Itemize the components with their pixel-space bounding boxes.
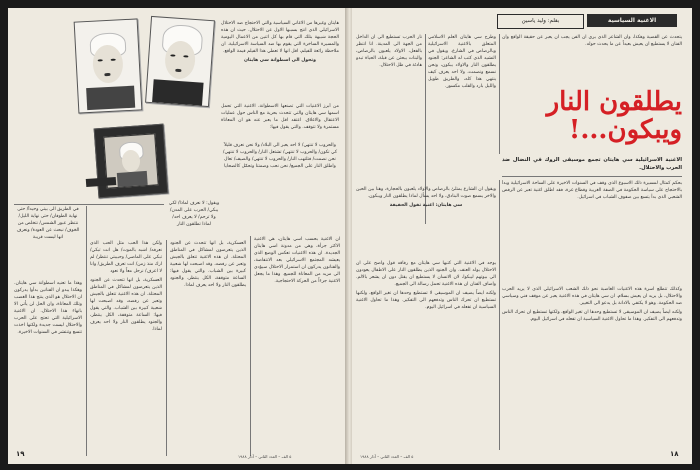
left-folio: ١٩ xyxy=(16,450,25,458)
left-col-top: هايتان وغيرها من الاغاني السياسية والتي الاحتجاج ضد الاحتلال الاسرائيلي الذي انتج بسببها الاول عن الاحتلال. حيث ان هذه الحجة شبيهة بتلك التي قام بها كل اثنين من الاعمال اليومية والمسيرة الساخرة التي يقوم بها ضد السياسة الاسرائيلية. ان ملاحظة رائعة للفيلم، اقل انها لا تعطي هذا الفيلم قيمة الواقع. وتحول الى اسطوانة سي هايتان xyxy=(221,21,339,63)
right-page xyxy=(352,8,692,464)
left-col-bottom-c: ان الاغنية بحسب اسي هايتان، هي الاغنية الاكثر جرأة، وهي من مدونة اسي هايتان الجديدة. ان هذه الاغنيات تعكس الوضع الذي يعيشه المجتمع الاسرائيلي بعد الانتفاضة، والفنانون يدركون ان استمرار الاحتلال سيؤدي الى مزيد من المعاناة للجميع. وهذا ما يجعل الاغنية جزءاً من الحركة الاحتجاجية. xyxy=(254,237,340,284)
right-footer: ٥ الف – العدد الثاني – آذار ١٩٨٨ xyxy=(360,454,414,459)
right-col-bottom-right: وكذلك تتطلع اسرة هذه الاغنيات الغاضبة نحو ذلك الشعب الاسرائيلي الذي لا يريد الحرب والاحتلال، بل يريد ان يعيش بسلام. ان سي هايتان في هذه الاغنية يعبر عن موقف فني وسياسي ضد الحكومة. وهو لا يكتفي بالادانة بل يدعو الى التغيير. ولكنه ايضاً يضيف ان الموسيقى لا تستطيع وحدها ان تغير الواقع، ولكنها تستطيع ان تحرك الناس وتدفعهم الى التفكير. وهذا ما تحاول الاغنية السياسية ان تفعله في اسرائيل اليوم. xyxy=(502,287,682,322)
right-col-mid-left: ويقول ان الشارع يمتلئ بالرصاص والاولاد يلعبون بالحجارة، وهنا بين الحين والاخر يسمع صوت البنادق، ولا احد يسأل لماذا يطلقون النار ويبكون. سي هايتان: اغنية تقول الحقيقة xyxy=(356,187,496,208)
left-col-poem-b: ويقول: لا نعرف لماذا/ لكي يبكي/ الحرب على المدن/ ولا ترحم/ لا يعرف احد/ لماذا تطلقون النار xyxy=(168,201,220,227)
lead-paragraph: الاغنية الاسرائيلية سي هايتان تجمع موسيقى الروك في النضال ضد الحرب والاحتلال. xyxy=(502,157,682,171)
photo-top-left xyxy=(74,18,143,113)
left-col-side-poem: في الطريق الى بيتي وحيداً/ حتى نهاية الطوفان/ حتى نهاية الليل/ ننتظر عبور الشمس/ نتخلص من الخوف/ نبحث عن العودة/ ونعرف انها ليست قريبة xyxy=(16,207,80,240)
right-subheading: سي هايتان: اغنية تقول الحقيقة xyxy=(389,203,463,208)
left-col-side-body: وهذا ما تعنيه اسطوانة سي هايتان. وهكذا يبدو ان الفنانين بدأوا يدركون ان الاحتلال هو الذي ينتج هذا الغضب وتلك المعاناة، وان الحل لن يأتي الا بانهاء هذا الاحتلال. ان الاغنية الاسرائيلية التي تحتج على الحرب والاحتلال ليست جديدة ولكنها اخذت تتسع وتنتشر في السنوات الاخيرة. xyxy=(14,281,82,335)
right-col-mid-right: بحكم كمثال لمسيرة ذلك الاسبوع الذي وقف في السنوات الاخيرة على الساحة الاسرائيلية وبدأ بالاحتجاج على سياسة الحكومة في الضفة الغربية وقطاع غزة، فقد اطلق اغنية تعبر عن الرفض الشعبي الذي بدأ يتسع بين صفوف الشباب في اسرائيل. xyxy=(502,181,682,200)
right-col-top-b: وطرح سي هايتان العلم الاسلامي المتعلق بالاغنية الاسرائيلية وبالرصاص في الشارع. ويقول في النشيد الذي كتب له الشاعر: الجنود يطلقون النار والاولاد يبكون، ونحن نسمع ونصمت، ولا احد يعرف كيف ينتهي هذا كله، والطريق طويل والليل بارد والقلب مكسور. xyxy=(428,35,496,89)
photo-framed xyxy=(94,124,169,199)
left-subheading: وتحول الى اسطوانة سي هايتان xyxy=(244,58,316,63)
left-col-mid: من أبرز الاغنيات التي تصنعها الاسطوانة، الاغنية التي تحمل اسمها سي هايتان والتي تتحدث بحرية مع الناس حول عمليات الاعتقال والاغلاق. اعتقد اقل ما يعبر عنه هو ان المعاناة مستمرة ولا تتوقف. والتي يقول فيها: xyxy=(221,104,339,130)
headline-line-1: يطلقون النار xyxy=(546,87,682,117)
right-col-bottom-left: يوجد في الاغنية التي كتبها سي هايتان مع رفاقه قول واضح على ان الاحتلال يولد العنف. وان الجنود الذين يطلقون النار على الاطفال يعودون الى بيوتهم ليبكوا، لان الانسان لا يستطيع ان يقتل دون ان يشعر بالالم. واضاف الفنان ان هذه الاغنية تحمل رسالة الى الجميع. ولكنه ايضاً يضيف ان الموسيقى لا تستطيع وحدها ان تغير الواقع، ولكنها تستطيع ان تحرك الناس وتدفعهم الى التفكير. وهذا ما تحاول الاغنية السياسية ان تفعله في اسرائيل اليوم. xyxy=(356,261,496,310)
right-col-top-a: يتحدث عن القضية وهكذا، وان الشاعر الذي يرى ان الفن يجب ان يعبر عن حقيقة الواقع وان الفنان لا يستطيع ان يعيش بعيداً عن ما يحدث حوله. xyxy=(502,35,682,47)
headline-line-2: ويبكون...! xyxy=(568,115,682,145)
right-col-top-c: نار الحرب تستطيع الى ان الداخل من الجهة الى المدينة. انا انتظر بالفعل، الاولاد يلعبون بالرصاص، والبنات يبحثن عن قبلة، الحياة تبدو هادئة في ظل الاحتلال. xyxy=(356,35,422,68)
byline: بقلم: وليد ياسين xyxy=(497,14,584,29)
left-page xyxy=(8,8,348,464)
left-col-bottom-a: ولكن هذا الحب مثل الحب الذي نعرفه/ اشبه بالموت/ هل انت تبكي/ تبكي على الماضي/ وحبيبتي تنتظر/ لم ارك منذ زمن/ انت تعرف الطريق/ وانا لا اعرف/ نرحل معاً ولا نعود العسكرية، بل انها تتحدث عن الجنود الذين يتعرضون لمشاكل في المناطق المحتلة. ان هذه الاغنية تتعلق بالجيش وتعبر عن رفضه، وقد اصبحت لها شعبية كبيرة بين الشباب. والتي يقول فيها: الساعة متوقفة، الكل ينتظر، والجنود يطلقون النار ولا احد يعرف لماذا. xyxy=(90,241,162,332)
left-col-poem-a: والحروب لا تنتهي/ لا احد يعبر الى البلاد/ ولا نحن نعرف قليلاً كي تكون/ والحروب لا تنتهي/ تشتعل النار/ والحروب لا تنتهي/ نحن نصمت/ فتلتهب النار/ والحروب لا تنتهي/ والصيف/ تعال واطلق النار على الجميع/ نحن نحب وصمتنا وتحمّل كالضحايا xyxy=(222,143,338,169)
right-folio: ١٨ xyxy=(670,450,679,458)
headline xyxy=(502,88,682,144)
photo-top-right xyxy=(145,16,215,107)
left-col-bottom-b: العسكرية، بل انها تتحدث عن الجنود الذين يتعرضون لمشاكل في المناطق المحتلة. ان هذه الاغنية تتعلق بالجيش وتعبر عن رفضه، وقد اصبحت لها شعبية كبيرة بين الشباب. والتي يقول فيها: الساعة متوقفة، الكل ينتظر، والجنود يطلقون النار ولا احد يعرف لماذا. xyxy=(170,241,246,288)
left-footer: ٥ الف – العدد الثاني – آذار ١٩٨٨ xyxy=(238,454,292,459)
section-tag: الاغنية السياسية xyxy=(587,14,677,27)
